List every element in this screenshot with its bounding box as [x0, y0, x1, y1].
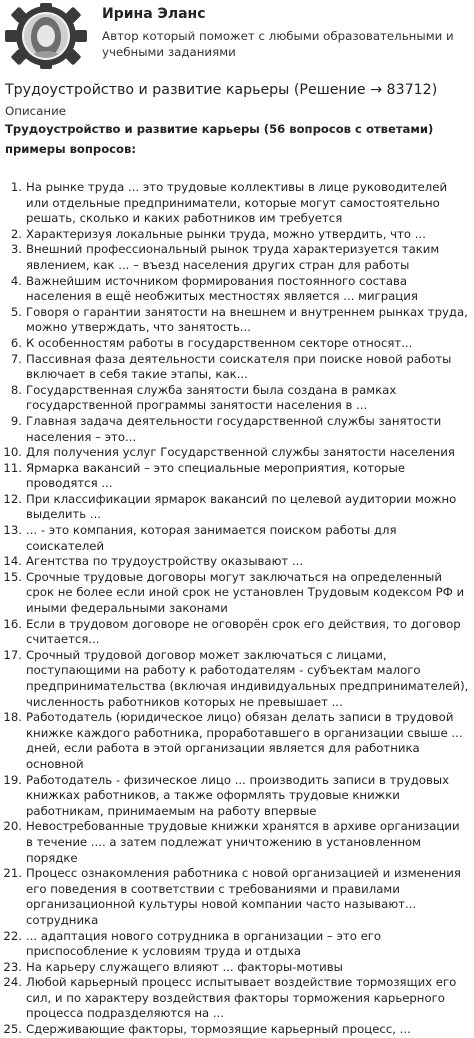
question-text: Агентства по трудоустройству оказывают ...: [26, 554, 304, 569]
question-item: [0, 227, 474, 243]
question-number: 24.: [3, 975, 22, 990]
question-item: [0, 445, 474, 461]
question-item: [0, 710, 474, 772]
author-header: [0, 0, 474, 72]
question-number: 12.: [3, 491, 22, 506]
question-item: [0, 274, 474, 305]
question-text: К особенностям работы в государственном секторе относят...: [26, 335, 413, 350]
question-text: Работодатель (юридическое лицо) обязан делать записи в трудовой книжке каждого работника, проработавшего в организации свыше ... дней, если работа в этой организации является для работника основной: [26, 710, 463, 771]
question-text: Главная задача деятельности государственной службы занятости населения – это...: [26, 413, 442, 444]
author-description: Автор который поможет с любыми образовательными и учебными заданиями: [102, 29, 454, 59]
question-item: [0, 461, 474, 492]
question-text: Государственная служба занятости была создана в рамках государственной программы занятости населения в ...: [26, 382, 397, 413]
question-item: [0, 352, 474, 383]
question-text: Процесс ознакомления работника с новой организацией и изменения его поведения в соответствии с требованиями и правилами организационной культуры новой компании часто называют... сотрудника: [26, 866, 461, 927]
question-item: [0, 866, 474, 928]
question-number: 21.: [3, 866, 22, 881]
question-text: Срочный трудовой договор может заключаться с лицами, поступающими на работу к работодателям - субъектам малого предпринимательства (включая индивидуальных предпринимателей), численность работников которых не превышает ...: [26, 647, 469, 709]
question-number: 6.: [10, 335, 22, 350]
question-number: 8.: [10, 382, 22, 397]
question-item: [0, 383, 474, 414]
question-text: Характеризуя локальные рынки труда, можно утвердить, что ...: [26, 226, 426, 241]
question-item: [0, 492, 474, 523]
question-item: [0, 305, 474, 336]
description-heading: Трудоустройство и развитие карьеры (56 вопросов с ответами): [5, 122, 434, 136]
question-number: 14.: [3, 554, 22, 569]
question-item: [0, 1022, 474, 1038]
question-item: [0, 960, 474, 976]
question-item: [0, 773, 474, 820]
question-text: Говоря о гарантии занятости на внешнем и внутреннем рынках труда, можно утверждать, что занятость...: [26, 304, 468, 335]
question-item: [0, 975, 474, 1022]
question-number: 22.: [3, 928, 22, 943]
question-number: 23.: [3, 959, 22, 974]
question-number: 16.: [3, 616, 22, 631]
question-number: 25.: [3, 1022, 22, 1037]
question-number: 5.: [10, 304, 22, 319]
question-text: Для получения услуг Государственной службы занятости населения: [26, 445, 455, 460]
question-item: [0, 523, 474, 554]
question-text: На рынке труда ... это трудовые коллективы в лице руководителей или отдельные предприниматели, которые могут самостоятельно решать, сколько и каких работников им требуется: [26, 180, 448, 226]
question-number: 18.: [3, 710, 22, 725]
question-number: 17.: [3, 647, 22, 662]
question-text: Ярмарка вакансий – это специальные мероприятия, которые проводятся ...: [26, 460, 406, 491]
question-item: [0, 819, 474, 866]
question-text: Сдерживающие факторы, тормозящие карьерный процесс, ...: [26, 1022, 411, 1037]
question-list: [0, 180, 474, 1038]
question-number: 7.: [10, 351, 22, 366]
description-label: Описание: [5, 104, 67, 118]
examples-label: примеры вопросов:: [5, 142, 136, 156]
question-item: [0, 617, 474, 648]
question-number: 11.: [3, 460, 22, 475]
question-number: 20.: [3, 819, 22, 834]
question-text: На карьеру служащего влияют ... факторы-мотивы: [26, 959, 343, 974]
question-number: 2.: [10, 226, 22, 241]
question-number: 1.: [10, 180, 22, 194]
author-avatar[interactable]: [3, 3, 89, 69]
question-number: 10.: [3, 445, 22, 460]
question-text: Если в трудовом договоре не оговорён срок его действия, то договор считается...: [26, 616, 461, 647]
question-item: [0, 414, 474, 445]
question-number: 19.: [3, 772, 22, 787]
question-number: 4.: [10, 273, 22, 288]
question-text: Невостребованные трудовые книжки хранятся в архиве организации в течение .... а затем подлежат уничтожению в установленном порядке: [26, 819, 460, 865]
question-item: [0, 570, 474, 617]
question-text: Любой карьерный процесс испытывает воздействие тормозящих его сил, и по характеру воздействия факторы торможения карьерного процесса подразделяются на ...: [26, 975, 457, 1021]
question-text: ... адаптация нового сотрудника в организации – это его приспособление к условиям труда и отдыха: [26, 928, 382, 959]
question-item: [0, 554, 474, 570]
question-item: [0, 648, 474, 710]
question-number: 15.: [3, 569, 22, 584]
question-text: Срочные трудовые договоры могут заключаться на определенный срок не более если иной срок не установлен Трудовым кодексом РФ и иными федеральными законами: [26, 569, 465, 616]
question-number: 13.: [3, 523, 22, 538]
question-item: [0, 180, 474, 227]
author-name[interactable]: Ирина Эланс: [102, 6, 206, 22]
page-title: Трудоустройство и развитие карьеры (Решение → 83712): [5, 82, 438, 98]
question-text: ... - это компания, которая занимается поиском работы для соискателей: [26, 523, 397, 553]
question-item: [0, 336, 474, 352]
question-text: Пассивная фаза деятельности соискателя при поиске новой работы включает в себя такие этапы, как...: [26, 351, 452, 382]
question-text: Важнейшим источником формирования постоянного состава населения в ещё необжитых местностях является ... миграция: [26, 273, 418, 304]
question-text: Работодатель - физическое лицо ... производить записи в трудовых книжках работников, а также оформлять трудовые книжки работникам, принимаемым на работу впервые: [26, 772, 450, 818]
question-text: Внешний профессиональный рынок труда характеризуется таким явлением, как ... – въезд населения других стран для работы: [26, 242, 440, 272]
question-number: 9.: [10, 413, 22, 428]
question-text: При классификации ярмарок вакансий по целевой аудитории можно выделить ...: [26, 491, 457, 522]
question-item: [0, 242, 474, 273]
question-number: 3.: [10, 242, 22, 257]
question-item: [0, 929, 474, 960]
